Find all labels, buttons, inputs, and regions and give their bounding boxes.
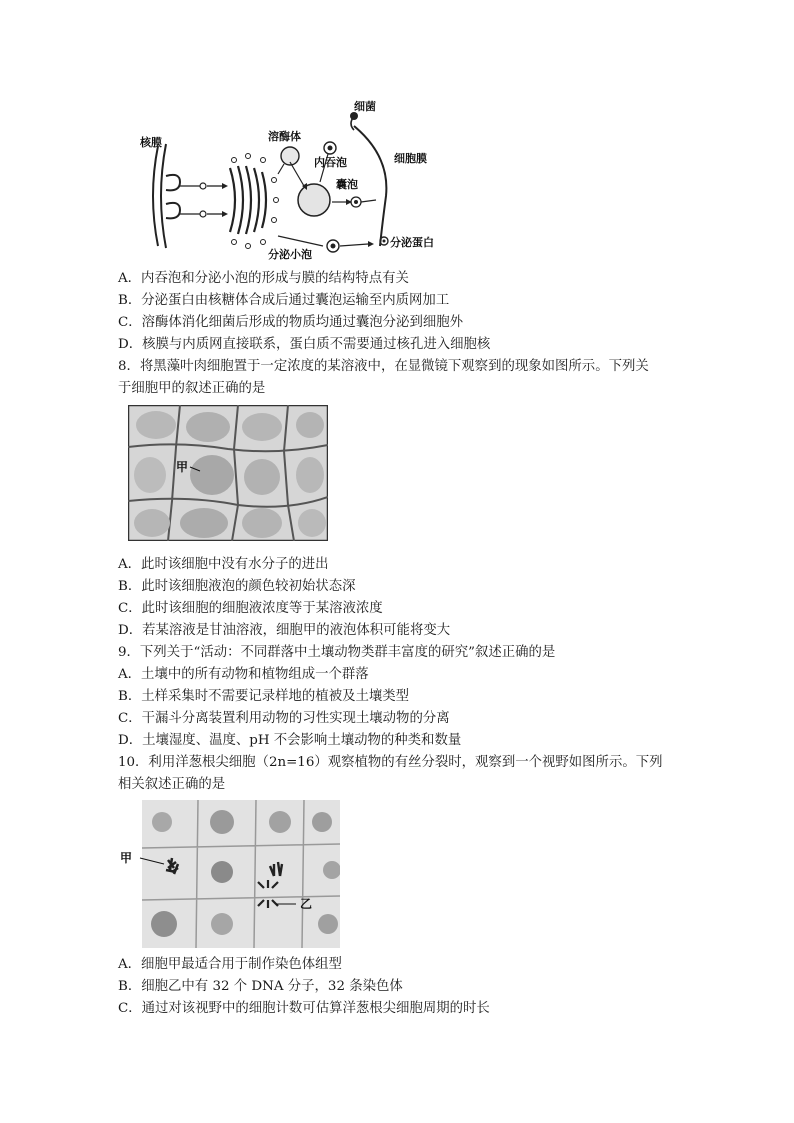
label-bacteria: 细菌 bbox=[354, 100, 376, 113]
q8-option-b: B．此时该细胞液泡的颜色较初始状态深 bbox=[118, 579, 356, 594]
q9-option-b: B．土样采集时不需要记录样地的植被及土壤类型 bbox=[118, 689, 410, 704]
label-nuclear-membrane: 核膜 bbox=[140, 136, 162, 149]
label-lysosome: 溶酶体 bbox=[268, 130, 301, 143]
q10-stem-line2: 相关叙述正确的是 bbox=[118, 777, 226, 792]
q8-stem-line2: 于细胞甲的叙述正确的是 bbox=[118, 381, 266, 396]
q7-option-a: A．内吞泡和分泌小泡的形成与膜的结构特点有关 bbox=[118, 271, 409, 286]
label-secreted-protein: 分泌蛋白 bbox=[390, 236, 434, 249]
q9-option-d: D．土壤湿度、温度、pH 不会影响土壤动物的种类和数量 bbox=[118, 733, 462, 748]
q9-stem: 9．下列关于“活动：不同群落中土壤动物类群丰富度的研究”叙述正确的是 bbox=[118, 645, 556, 660]
label-cell-jia: 甲 bbox=[176, 460, 189, 474]
q10-option-a: A．细胞甲最适合用于制作染色体组型 bbox=[118, 957, 342, 972]
q8-stem-line1: 8．将黑藻叶肉细胞置于一定浓度的某溶液中，在显微镜下观察到的现象如图所示。下列关 bbox=[118, 359, 649, 374]
label-cell-jia: 甲 bbox=[120, 851, 133, 865]
q7-option-c: C．溶酶体消化细菌后形成的物质均通过囊泡分泌到细胞外 bbox=[118, 315, 464, 330]
q10-option-b: B．细胞乙中有 32 个 DNA 分子，32 条染色体 bbox=[118, 979, 403, 994]
q10-option-c: C．通过对该视野中的细胞计数可估算洋葱根尖细胞周期的时长 bbox=[118, 1001, 490, 1016]
q7-option-b: B．分泌蛋白由核糖体合成后通过囊泡运输至内质网加工 bbox=[118, 293, 450, 308]
q8-option-d: D．若某溶液是甘油溶液，细胞甲的液泡体积可能将变大 bbox=[118, 623, 451, 638]
q10-micrograph bbox=[118, 800, 340, 948]
q10-stem-line1: 10．利用洋葱根尖细胞（2n=16）观察植物的有丝分裂时，观察到一个视野如图所示。下列 bbox=[118, 755, 663, 770]
q7-diagram bbox=[118, 96, 452, 262]
label-vacuole: 囊泡 bbox=[336, 178, 358, 191]
label-cell-membrane: 细胞膜 bbox=[394, 152, 427, 165]
q9-option-c: C．干漏斗分离装置利用动物的习性实现土壤动物的分离 bbox=[118, 711, 450, 726]
q8-option-c: C．此时该细胞的细胞液浓度等于某溶液浓度 bbox=[118, 601, 383, 616]
q7-option-d: D．核膜与内质网直接联系，蛋白质不需要通过核孔进入细胞核 bbox=[118, 337, 491, 352]
q9-option-a: A．土壤中的所有动物和植物组成一个群落 bbox=[118, 667, 369, 682]
label-endocytic-vesicle: 内吞泡 bbox=[314, 156, 347, 169]
q8-micrograph bbox=[128, 405, 328, 541]
label-cell-yi: 乙 bbox=[300, 897, 313, 911]
label-secretory-vesicle: 分泌小泡 bbox=[268, 248, 312, 261]
q8-option-a: A．此时该细胞中没有水分子的进出 bbox=[118, 557, 329, 572]
